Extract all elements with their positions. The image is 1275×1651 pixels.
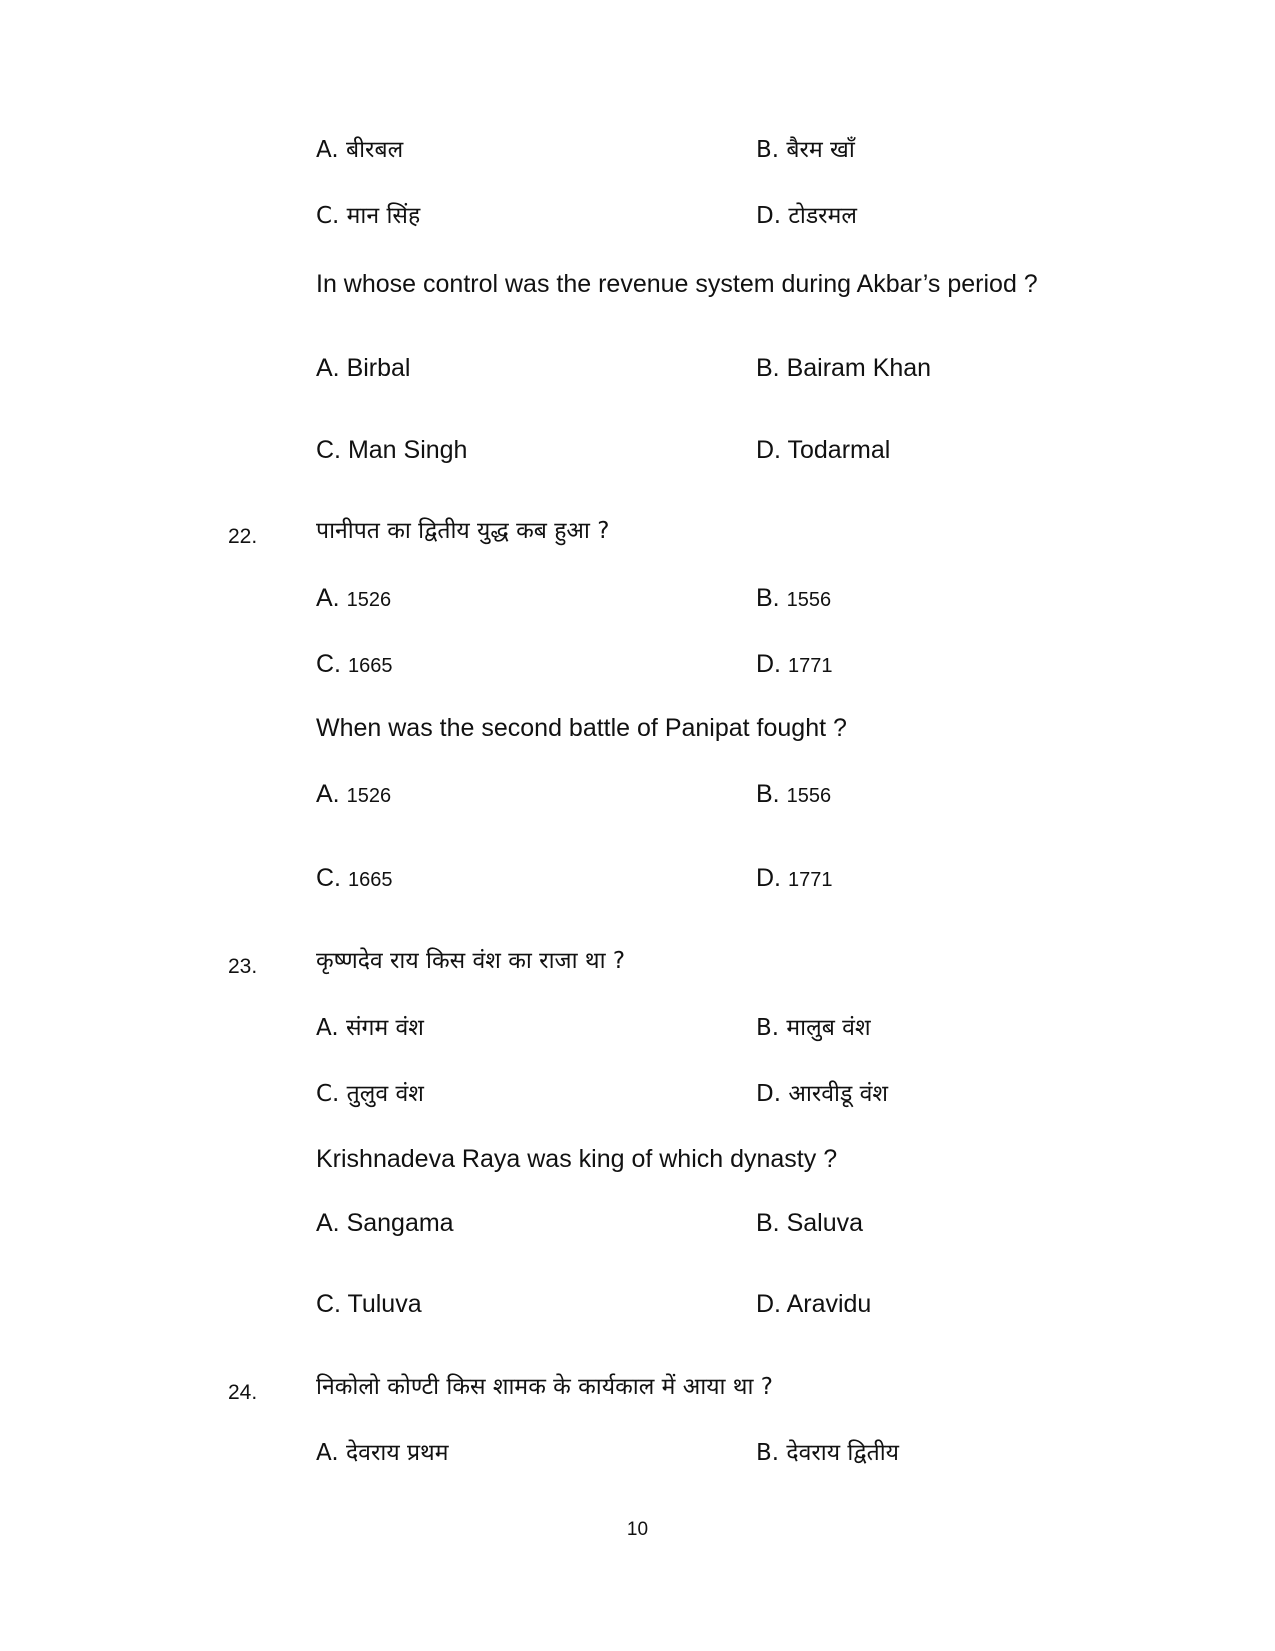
q23-hi-option-a: A. संगम वंश [316,1015,424,1041]
option-letter: D. [756,864,781,892]
q21-hi-option-b: B. बैरम खाँ [756,137,855,163]
q23-en-option-d: D. Aravidu [756,1290,872,1318]
q21-en-option-b: B. Bairam Khan [756,354,932,382]
q24-number: 24. [228,1381,258,1404]
q21-en-option-d: D. Todarmal [756,436,891,464]
option-value: 1771 [787,655,833,677]
q22-en-option-d [756,862,832,896]
q22-en-question: When was the second battle of Panipat fought ? [316,714,847,742]
option-letter: A. [316,584,340,612]
q22-en-option-b [756,778,831,812]
q23-hi-option-d: D. आरवीडू वंश [756,1081,889,1107]
option-value: 1526 [346,785,392,807]
option-value: 1526 [346,589,392,611]
q22-number: 22. [228,525,258,548]
q21-en-option-a: A. Birbal [316,354,411,382]
q23-en-option-b: B. Saluva [756,1209,864,1237]
q21-en-question: In whose control was the revenue system during Akbar’s period ? [316,270,1038,298]
page-number: 10 [626,1519,649,1540]
q23-en-question: Krishnadeva Raya was king of which dynasty ? [316,1145,838,1173]
q23-en-option-c: C. Tuluva [316,1290,422,1318]
q21-en-option-c: C. Man Singh [316,436,468,464]
q23-hi-option-c: C. तुलुव वंश [316,1081,424,1107]
q22-hi-option-a [316,582,391,616]
option-letter: B. [756,780,780,808]
option-letter: D. [756,650,781,678]
q23-hi-question: कृष्णदेव राय किस वंश का राजा था ? [316,948,626,974]
q22-en-option-c [316,862,392,896]
option-value: 1665 [347,869,393,891]
q21-hi-option-c: C. मान सिंह [316,203,421,229]
q21-hi-option-d: D. टोडरमल [756,203,857,229]
q23-hi-option-b: B. मालुब वंश [756,1015,871,1041]
q22-hi-option-b [756,582,831,616]
q24-hi-option-b: B. देवराय द्वितीय [756,1440,900,1466]
q24-hi-question: निकोलो कोण्टी किस शामक के कार्यकाल में आया था ? [316,1374,773,1400]
q24-hi-option-a: A. देवराय प्रथम [316,1440,449,1466]
option-letter: C. [316,650,341,678]
q23-en-option-a: A. Sangama [316,1209,454,1237]
option-value: 1771 [787,869,833,891]
option-value: 1556 [786,785,832,807]
q22-hi-question: पानीपत का द्वितीय युद्ध कब हुआ ? [316,518,610,544]
q22-hi-option-c [316,648,392,682]
option-value: 1556 [786,589,832,611]
q21-hi-option-a: A. बीरबल [316,137,404,163]
q22-en-option-a [316,778,391,812]
option-value: 1665 [347,655,393,677]
option-letter: B. [756,584,780,612]
q23-number: 23. [228,955,258,978]
option-letter: C. [316,864,341,892]
q22-hi-option-d [756,648,832,682]
option-letter: A. [316,780,340,808]
